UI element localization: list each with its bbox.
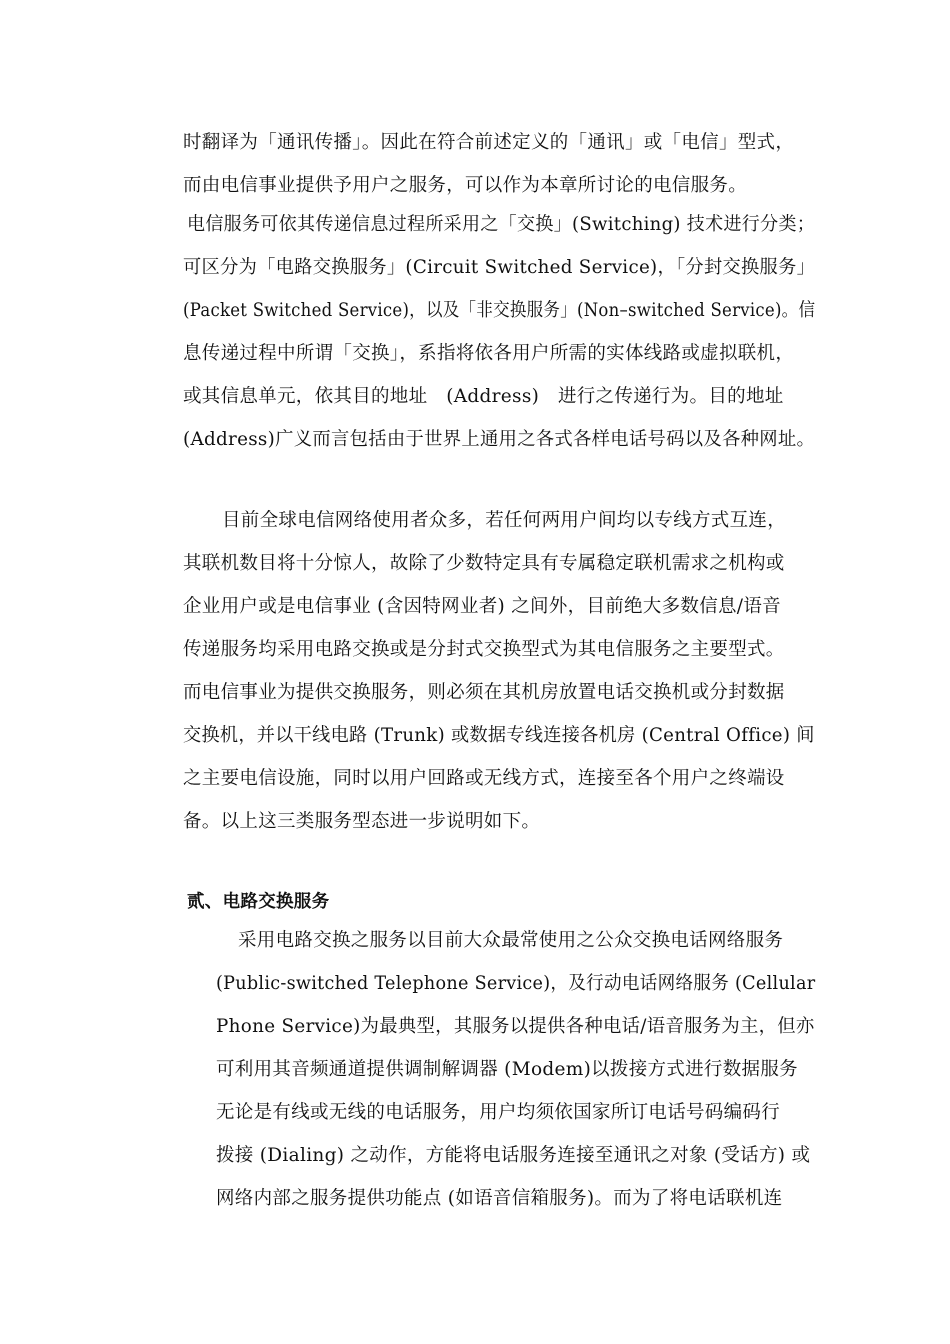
text-line: 而电信事业为提供交换服务，则必须在其机房放置电话交换机或分封数据 <box>183 682 785 703</box>
text-line: 采用电路交换之服务以目前大众最常使用之公众交换电话网络服务 <box>238 930 784 951</box>
text-line: 可利用其音频通道提供调制解调器 (Modem)以拨接方式进行数据服务 <box>216 1059 798 1080</box>
text-line: 可区分为「电路交换服务」(Circuit Switched Service)，「分封交换服务」 <box>183 257 816 278</box>
text-line: (Public-switched Telephone Service)，及行动电话网络服务 (Cellular <box>216 973 816 994</box>
text-line: 网络内部之服务提供功能点 (如语音信箱服务)。而为了将电话联机连 <box>216 1188 783 1209</box>
text-line: 时翻译为「通讯传播」。因此在符合前述定义的「通讯」或「电信」型式， <box>183 132 795 153</box>
text-line: 息传递过程中所谓「交换」，系指将依各用户所需的实体线路或虚拟联机， <box>183 343 795 364</box>
text-line: 传递服务均采用电路交换或是分封式交换型式为其电信服务之主要型式。 <box>183 639 785 660</box>
text-line: 其联机数目将十分惊人，故除了少数特定具有专属稳定联机需求之机构或 <box>183 553 785 574</box>
text-line: 之主要电信设施，同时以用户回路或无线方式，连接至各个用户之终端设 <box>183 768 785 789</box>
text-line: Phone Service)为最典型，其服务以提供各种电话/语音服务为主，但亦 <box>216 1016 815 1037</box>
text-line: 无论是有线或无线的电话服务，用户均须依国家所订电话号码编码行 <box>216 1102 781 1123</box>
text-line: 备。以上这三类服务型态进一步说明如下。 <box>183 811 541 832</box>
text-line: 而由电信事业提供予用户之服务，可以作为本章所讨论的电信服务。 <box>183 175 748 196</box>
text-line: 拨接 (Dialing) 之动作，方能将电话服务连接至通讯之对象 (受话方) 或 <box>216 1145 811 1166</box>
text-line: 企业用户或是电信事业 (含因特网业者) 之间外，目前绝大多数信息/语音 <box>183 596 781 617</box>
text-line: 交换机，并以干线电路 (Trunk) 或数据专线连接各机房 (Central Office) 间 <box>183 725 815 746</box>
section-heading: 贰、电路交换服务 <box>187 892 330 912</box>
text-line: (Address)广义而言包括由于世界上通用之各式各样电话号码以及各种网址。 <box>183 429 816 450</box>
text-line: 目前全球电信网络使用者众多，若任何两用户间均以专线方式互连， <box>222 510 787 531</box>
text-line: 电信服务可依其传递信息过程所采用之「交换」(Switching) 技术进行分类； <box>187 214 816 235</box>
text-line: (Packet Switched Service)，以及「非交换服务」(Non–switched Service)。信 <box>183 300 816 321</box>
text-line: 或其信息单元，依其目的地址 (Address) 进行之传递行为。目的地址 <box>183 386 784 407</box>
